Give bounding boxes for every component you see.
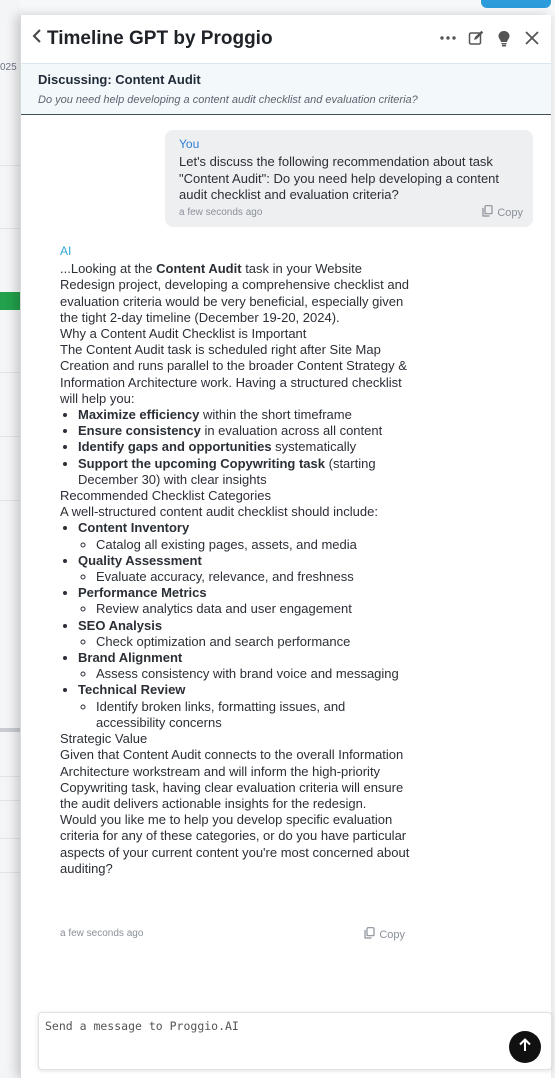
arrow-up-icon <box>518 1038 532 1057</box>
discussion-banner <box>21 63 551 115</box>
background-divider <box>0 228 20 229</box>
copy-label: Copy <box>379 928 405 941</box>
background-divider <box>0 165 20 166</box>
ai-heading-value: Strategic Value <box>60 731 148 747</box>
header-actions <box>439 29 541 47</box>
lightbulb-icon[interactable] <box>495 29 513 47</box>
ai-intro: ...Looking at the Content Audit task in your Website Redesign project, developing a comprehensive checklist and evaluation criteria would be very beneficial, especially given the tight 2-day timeline (December 19-20, 2024). <box>60 261 410 325</box>
background-primary-button[interactable] <box>481 0 551 8</box>
ai-heading-why: Why a Content Audit Checklist is Important <box>60 326 307 342</box>
background-gantt-bar <box>0 292 20 310</box>
background-toolbar <box>20 0 555 15</box>
chat-panel <box>20 15 551 1078</box>
ai-paragraph-2: A well-structured content audit checklist should include: <box>60 504 378 520</box>
background-scroll-marker <box>0 728 20 732</box>
user-message-text: Let's discuss the following recommendation about task "Content Audit": Do you need help developing a content audit checklist and evaluation criteria? <box>179 154 500 202</box>
list-item: • Brand Alignment ◦ Assess consistency with brand voice and messaging <box>78 650 410 682</box>
background-divider <box>0 500 20 501</box>
ai-message <box>60 243 410 877</box>
background-divider <box>0 872 20 873</box>
background-app <box>0 0 20 1078</box>
user-message-timestamp: a few seconds ago <box>179 207 263 218</box>
edit-icon[interactable] <box>467 29 485 47</box>
ai-paragraph-4: Would you like me to help you develop specific evaluation criteria for any of these categories, or do you have particular aspects of your current content you're most concerned about auditing? <box>60 812 410 876</box>
list-item: • Ensure consistency in evaluation across all content <box>78 423 410 439</box>
message-input[interactable] <box>43 1017 507 1061</box>
panel-title: Timeline GPT by Proggio <box>47 28 273 49</box>
user-role-label: You <box>179 137 200 151</box>
copy-icon <box>364 927 375 942</box>
ai-heading-categories: Recommended Checklist Categories <box>60 488 271 504</box>
discussion-subtitle: Do you need help developing a content audit checklist and evaluation criteria? <box>38 94 418 106</box>
copy-icon <box>482 205 493 220</box>
ai-paragraph-3: Given that Content Audit connects to the overall Information Architecture workstream and will inform the high-priority Copywriting task, having clear evaluation criteria will ensure the audit delivers actionable insights for the redesign. <box>60 747 404 811</box>
list-item: • Support the upcoming Copywriting task (starting December 30) with clear insights <box>78 456 410 488</box>
user-message <box>165 130 533 227</box>
list-item: • Performance Metrics ◦ Review analytics data and user engagement <box>78 585 410 617</box>
list-item: • SEO Analysis ◦ Check optimization and search performance <box>78 618 410 650</box>
background-divider <box>0 800 20 801</box>
background-year-fragment: 025 <box>0 62 17 73</box>
copy-label: Copy <box>497 206 523 219</box>
ai-message-footer <box>60 928 405 944</box>
close-icon[interactable] <box>523 29 541 47</box>
background-divider <box>0 838 20 839</box>
list-item: • Identify gaps and opportunities systematically <box>78 439 410 455</box>
more-dots-icon[interactable] <box>439 29 457 47</box>
categories-list <box>60 520 410 731</box>
ai-paragraph-1: The Content Audit task is scheduled right after Site Map Creation and runs parallel to the broader Content Strategy & Information Architecture work. Having a structured checklist will help you: <box>60 342 407 406</box>
ai-message-timestamp: a few seconds ago <box>60 928 144 939</box>
list-item: • Technical Review ◦ Identify broken links, formatting issues, and accessibility concerns <box>78 682 410 731</box>
panel-header <box>21 15 551 63</box>
list-item: • Quality Assessment ◦ Evaluate accuracy, relevance, and freshness <box>78 553 410 585</box>
benefits-list <box>60 407 410 488</box>
background-divider <box>0 436 20 437</box>
list-item: • Content Inventory ◦ Catalog all existing pages, assets, and media <box>78 520 410 552</box>
ai-copy-button[interactable] <box>364 927 405 942</box>
user-copy-button[interactable] <box>482 205 523 220</box>
list-item: • Maximize efficiency within the short timeframe <box>78 407 410 423</box>
chevron-left-icon[interactable] <box>27 27 47 49</box>
discussion-title: Discussing: Content Audit <box>38 72 201 87</box>
send-button[interactable] <box>509 1031 541 1063</box>
background-divider <box>0 776 20 777</box>
message-composer <box>38 1012 552 1070</box>
background-divider <box>0 372 20 373</box>
ai-role-label: AI <box>60 244 72 258</box>
